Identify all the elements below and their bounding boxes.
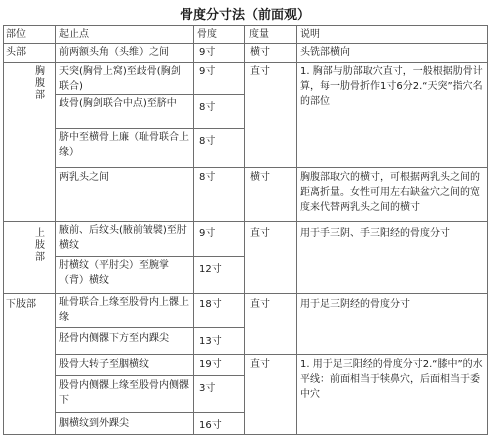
table-row-divider [55, 375, 244, 376]
page-title: 骨度分寸法（前面观） [179, 8, 310, 23]
table-border-bottom [3, 434, 488, 435]
table-row-divider [55, 327, 244, 328]
table-row-measure: 18寸 [199, 299, 222, 310]
table-row-direction: 直寸 [250, 66, 270, 77]
table-row-direction: 直寸 [250, 228, 270, 239]
table-row-divider [3, 43, 488, 44]
table-row-divider [3, 221, 488, 222]
section-label-lower-limb: 下肢部 [6, 299, 36, 310]
section-label-head: 头部 [6, 47, 26, 58]
table-row-measure: 9寸 [199, 47, 216, 58]
table-row-direction: 直寸 [250, 359, 270, 370]
table-row-direction: 横寸 [250, 172, 270, 183]
table-row-direction: 直寸 [250, 299, 270, 310]
section-label-chest-abdomen: 胸腹部 [35, 66, 45, 101]
table-column-divider [296, 25, 297, 435]
table-border-top [3, 25, 488, 26]
table-row-note: 用于足三阴经的骨度分寸 [300, 299, 410, 310]
table-row-point: 两乳头之间 [59, 172, 109, 183]
table-column-divider [55, 25, 56, 435]
column-header-note: 说明 [300, 29, 320, 40]
table-row-measure: 16寸 [199, 420, 222, 431]
table-row-divider [55, 128, 244, 129]
table-row-point: 肘横纹（平肘尖）至腕掌（背）横纹 [59, 260, 169, 286]
table-row-divider [55, 354, 488, 355]
table-row-point: 歧骨(胸剑联合中点)至脐中 [59, 98, 177, 109]
table-row-note: 胸腹部取穴的横寸，可根据两乳头之间的距离折量。女性可用左右缺盆穴之间的宽度来代替两乳头之间的横寸 [300, 172, 480, 213]
table-border-left [3, 25, 4, 435]
table-row-point: 胫骨内侧髁下方至内踝尖 [59, 333, 169, 344]
table-row-divider [3, 62, 488, 63]
table-row-point: 前两额头角（头维）之间 [59, 47, 169, 58]
column-header-direction: 度量 [249, 29, 269, 40]
table-row-measure: 12寸 [199, 264, 222, 275]
table-row-point: 耻骨联合上缘至股骨内上髁上缘 [59, 297, 189, 323]
table-row-point: 腋前、后纹头(腋前皱襞)至肘横纹 [59, 225, 187, 251]
table-row-point: 股骨内侧髁上缘至股骨内侧髁下 [59, 380, 189, 406]
section-label-upper-limb: 上肢部 [35, 228, 45, 263]
table-row-point: 天突(胸骨上窝)至歧骨(胸剑联合) [59, 66, 181, 92]
table-row-point: 脐中至横骨上廉（耻骨联合上缘） [59, 132, 189, 158]
table-row-note: 1. 用于足三阳经的骨度分寸2.“膝中”的水平线：前面相当于犊鼻穴，后面相当于委中穴 [300, 359, 483, 400]
table-row-measure: 9寸 [199, 228, 216, 239]
column-header-points: 起止点 [59, 29, 89, 40]
table-row-note: 用于手三阴、手三阳经的骨度分寸 [300, 228, 450, 239]
table-row-point: 胭横纹到外踝尖 [59, 418, 129, 429]
table-row-direction: 横寸 [250, 47, 270, 58]
table-row-measure: 13寸 [199, 336, 222, 347]
table-column-divider [244, 25, 245, 435]
table-row-measure: 9寸 [199, 66, 216, 77]
table-row-note: 头铣部横向 [300, 47, 350, 58]
table-row-divider [55, 94, 244, 95]
table-column-divider [193, 25, 194, 435]
table-row-measure: 3寸 [199, 383, 216, 394]
table-row-measure: 8寸 [199, 136, 216, 147]
table-row-divider [55, 256, 244, 257]
table-border-right [487, 25, 488, 435]
table-row-point: 股骨大转子至胭横纹 [59, 359, 149, 370]
table-row-measure: 19寸 [199, 359, 222, 370]
table-row-note: 1. 胸部与肋部取穴直寸，一般根据肋骨计算，每一肋骨折作1寸6分2.“天突”指穴名的部位 [300, 66, 483, 107]
table-row-divider [55, 412, 244, 413]
table-row-measure: 8寸 [199, 172, 216, 183]
column-header-measure: 骨度 [197, 29, 217, 40]
table-row-measure: 8寸 [199, 102, 216, 113]
table-row-divider [55, 167, 488, 168]
column-header-region: 部位 [6, 29, 26, 40]
table-row-divider [3, 293, 488, 294]
